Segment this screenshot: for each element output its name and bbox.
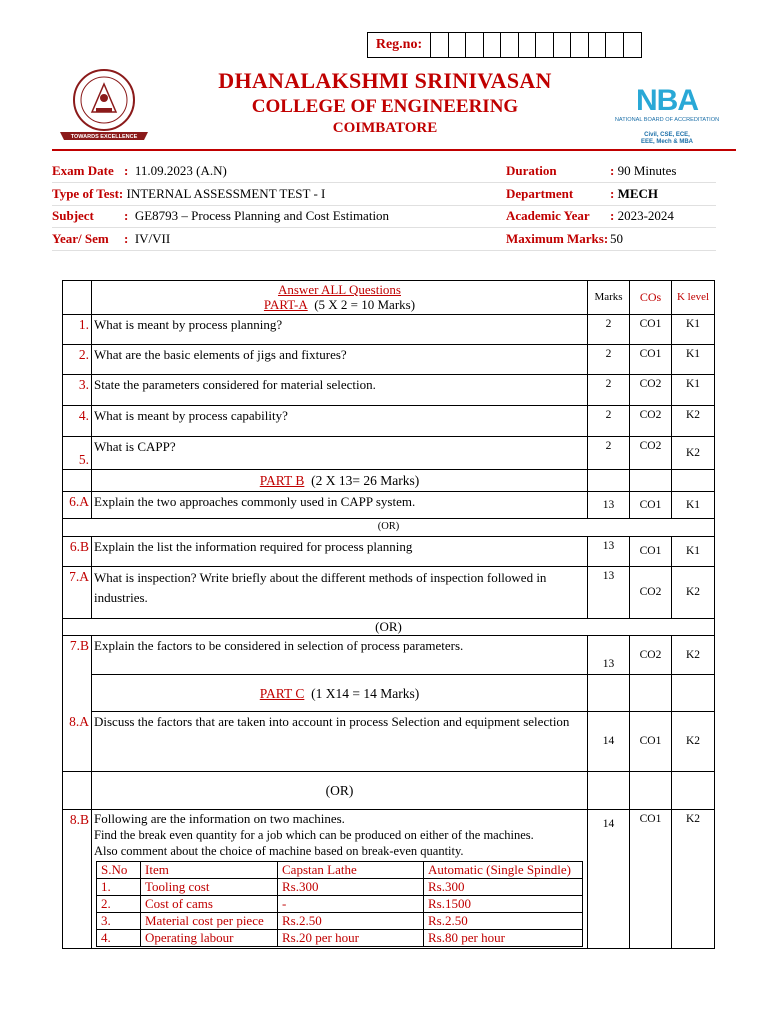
machines-cell: Rs.300 xyxy=(424,879,583,896)
question-k-level: K1 xyxy=(672,537,715,567)
question-marks: 2 xyxy=(588,345,630,375)
question-number: 8.A xyxy=(63,712,92,772)
question-k-level: K1 xyxy=(672,345,715,375)
question-row xyxy=(63,315,715,345)
question-row xyxy=(63,406,715,437)
reg-no-cell[interactable] xyxy=(571,33,589,57)
part-a-marks: (5 X 2 = 10 Marks) xyxy=(314,297,416,312)
machines-cell: Rs.2.50 xyxy=(424,913,583,930)
question-co: CO1 xyxy=(630,810,672,949)
machines-header-capstan: Capstan Lathe xyxy=(278,862,424,879)
reg-no-cell[interactable] xyxy=(554,33,572,57)
question-marks: 14 xyxy=(588,810,630,949)
question-row xyxy=(63,810,715,949)
question-number: 4. xyxy=(63,406,92,437)
question-text: Explain the list the information required for process planning xyxy=(92,537,588,567)
question-k-level: K1 xyxy=(672,492,715,519)
question-row xyxy=(63,537,715,567)
question-text: What is CAPP? xyxy=(92,437,588,470)
question-co: CO2 xyxy=(630,636,672,675)
nba-logo xyxy=(614,80,720,154)
question-number: 1. xyxy=(63,315,92,345)
svg-text:NBA: NBA xyxy=(636,84,698,117)
question-co: CO2 xyxy=(630,437,672,470)
reg-no-cell[interactable] xyxy=(431,33,449,57)
question-co: CO2 xyxy=(630,567,672,619)
machines-row xyxy=(97,930,583,947)
machines-cell: Rs.300 xyxy=(278,879,424,896)
or-separator: (OR) xyxy=(63,619,715,636)
reg-no-cell[interactable] xyxy=(449,33,467,57)
college-logo xyxy=(52,66,156,148)
part-c-heading: PART C xyxy=(259,685,305,701)
subject-label: Subject xyxy=(52,205,124,228)
question-co: CO2 xyxy=(630,406,672,437)
college-city: COIMBATORE xyxy=(332,120,438,136)
k-level-header: K level xyxy=(672,281,715,315)
question-text: Following are the information on two machines. xyxy=(94,811,345,826)
machines-row xyxy=(97,896,583,913)
question-co: CO1 xyxy=(630,345,672,375)
test-type-label: Type of Test: xyxy=(52,185,124,201)
year-sem-label: Year/ Sem xyxy=(52,228,124,251)
question-marks: 2 xyxy=(588,315,630,345)
academic-year-label: Academic Year xyxy=(506,205,610,228)
subject: GE8793 – Process Planning and Cost Estimation xyxy=(134,208,390,224)
machines-header-row xyxy=(97,862,583,879)
machines-cell: Rs.20 per hour xyxy=(278,930,424,947)
college-name-line2: COLLEGE OF ENGINEERING xyxy=(251,96,519,117)
reg-no-box xyxy=(367,32,642,58)
logo-motto: TOWARDS EXCELLENCE xyxy=(70,134,138,140)
instruction: Answer ALL Questions xyxy=(277,282,401,297)
reg-no-cell[interactable] xyxy=(519,33,537,57)
question-text: What is inspection? Write briefly about the different methods of inspection followed in industries. xyxy=(92,567,588,619)
part-b-marks: (2 X 13= 26 Marks) xyxy=(311,473,420,488)
duration-label: Duration xyxy=(506,160,610,183)
question-number: 8.B xyxy=(63,810,92,949)
question-text: Explain the factors to be considered in selection of process parameters. xyxy=(92,636,588,675)
question-number: 7.B xyxy=(63,636,92,675)
question-k-level: K2 xyxy=(672,437,715,470)
duration: 90 Minutes xyxy=(617,163,677,178)
machines-cell: Cost of cams xyxy=(141,896,278,913)
reg-no-cell[interactable] xyxy=(606,33,624,57)
machines-header-sno: S.No xyxy=(97,862,141,879)
question-k-level: K2 xyxy=(672,406,715,437)
machines-row xyxy=(97,913,583,930)
question-marks: 2 xyxy=(588,406,630,437)
exam-date-label: Exam Date xyxy=(52,160,124,183)
machines-cell: 4. xyxy=(97,930,141,947)
header-divider xyxy=(52,149,736,151)
question-row xyxy=(63,492,715,519)
reg-no-cell[interactable] xyxy=(536,33,554,57)
question-row xyxy=(63,636,715,675)
question-row xyxy=(63,375,715,406)
reg-no-cell[interactable] xyxy=(589,33,607,57)
machines-header-item: Item xyxy=(141,862,278,879)
question-co: CO2 xyxy=(630,375,672,406)
question-co: CO1 xyxy=(630,712,672,772)
question-row xyxy=(63,712,715,772)
machines-cell: Tooling cost xyxy=(141,879,278,896)
nba-courses-2: EEE, Mech & MBA xyxy=(640,139,694,145)
college-name-line1: DHANALAKSHMI SRINIVASAN xyxy=(218,68,552,93)
question-marks: 14 xyxy=(588,712,630,772)
academic-year: 2023-2024 xyxy=(617,208,674,224)
questions-table xyxy=(62,280,715,949)
question-k-level: K1 xyxy=(672,315,715,345)
question-k-level: K2 xyxy=(672,567,715,619)
question-k-level: K1 xyxy=(672,375,715,406)
machines-cell: Rs.2.50 xyxy=(278,913,424,930)
question-k-level: K2 xyxy=(672,712,715,772)
question-marks: 2 xyxy=(588,375,630,406)
machines-row xyxy=(97,879,583,896)
college-header xyxy=(200,68,570,137)
nba-courses-1: Civil, CSE, ECE, xyxy=(644,132,690,138)
question-row xyxy=(63,345,715,375)
machines-cell: 2. xyxy=(97,896,141,913)
question-text: What is meant by process capability? xyxy=(92,406,588,437)
max-marks-label: Maximum Marks: xyxy=(506,228,610,251)
question-co: CO1 xyxy=(630,315,672,345)
question-row xyxy=(63,567,715,619)
question-row xyxy=(63,437,715,470)
part-a-heading: PART-A xyxy=(263,297,308,312)
exam-date: 11.09.2023 (A.N) xyxy=(134,163,227,178)
cos-header: COs xyxy=(630,281,672,315)
year-sem: IV/VII xyxy=(134,230,171,246)
question-text: Explain the two approaches commonly used in CAPP system. xyxy=(92,492,588,519)
question-text: State the parameters considered for material selection. xyxy=(92,375,588,406)
reg-no-cell[interactable] xyxy=(624,33,642,57)
question-co: CO1 xyxy=(630,537,672,567)
machines-cell: Rs.1500 xyxy=(424,896,583,913)
question-marks: 2 xyxy=(588,437,630,470)
machines-cell: Rs.80 per hour xyxy=(424,930,583,947)
question-marks: 13 xyxy=(588,492,630,519)
question-text: What are the basic elements of jigs and fixtures? xyxy=(92,345,588,375)
reg-no-cell[interactable] xyxy=(484,33,502,57)
machines-cell: 3. xyxy=(97,913,141,930)
department: MECH xyxy=(617,185,659,201)
question-number: 5. xyxy=(63,437,92,470)
question-text: What is meant by process planning? xyxy=(92,315,588,345)
question-marks: 13 xyxy=(588,537,630,567)
question-number: 6.B xyxy=(63,537,92,567)
test-type: INTERNAL ASSESSMENT TEST - I xyxy=(126,185,326,201)
or-separator: (OR) xyxy=(63,519,715,537)
exam-info-table: Exam Date : 11.09.2023 (A.N) Duration : 90 Minutes Type of Test: INTERNAL ASSESSMENT TEST - I Department : MECH Subject : GE8793 – Process Planning and Cost Estimation Academic Year : 2023-2024 Year/ Sem : IV/VII Maximum Marks: 50 xyxy=(52,160,716,251)
marks-header: Marks xyxy=(588,281,630,315)
machines-cell: - xyxy=(278,896,424,913)
question-number: 2. xyxy=(63,345,92,375)
question-text: Also comment about the choice of machine based on break-even quantity. xyxy=(94,844,464,858)
question-co: CO1 xyxy=(630,492,672,519)
department-label: Department xyxy=(506,183,610,206)
question-k-level: K2 xyxy=(672,810,715,949)
reg-no-cell[interactable] xyxy=(466,33,484,57)
reg-no-cell[interactable] xyxy=(501,33,519,57)
question-number: 3. xyxy=(63,375,92,406)
question-marks: 13 xyxy=(588,636,630,675)
max-marks: 50 xyxy=(610,230,623,246)
question-k-level: K2 xyxy=(672,636,715,675)
question-text: Discuss the factors that are taken into account in process Selection and equipment selection xyxy=(92,712,588,772)
part-b-heading: PART B xyxy=(259,473,305,488)
question-text: Find the break even quantity for a job which can be produced on either of the machines. xyxy=(94,828,534,842)
or-separator: (OR) xyxy=(92,772,588,810)
machines-cell: Operating labour xyxy=(141,930,278,947)
question-number: 6.A xyxy=(63,492,92,519)
question-marks: 13 xyxy=(588,567,630,619)
reg-no-label: Reg.no: xyxy=(368,33,431,57)
machines-table xyxy=(96,861,583,947)
machines-cell: 1. xyxy=(97,879,141,896)
question-number: 7.A xyxy=(63,567,92,619)
part-c-marks: (1 X14 = 14 Marks) xyxy=(311,685,420,701)
machines-header-automatic: Automatic (Single Spindle) xyxy=(424,862,583,879)
nba-caption: NATIONAL BOARD OF ACCREDITATION xyxy=(614,117,720,123)
machines-cell: Material cost per piece xyxy=(141,913,278,930)
